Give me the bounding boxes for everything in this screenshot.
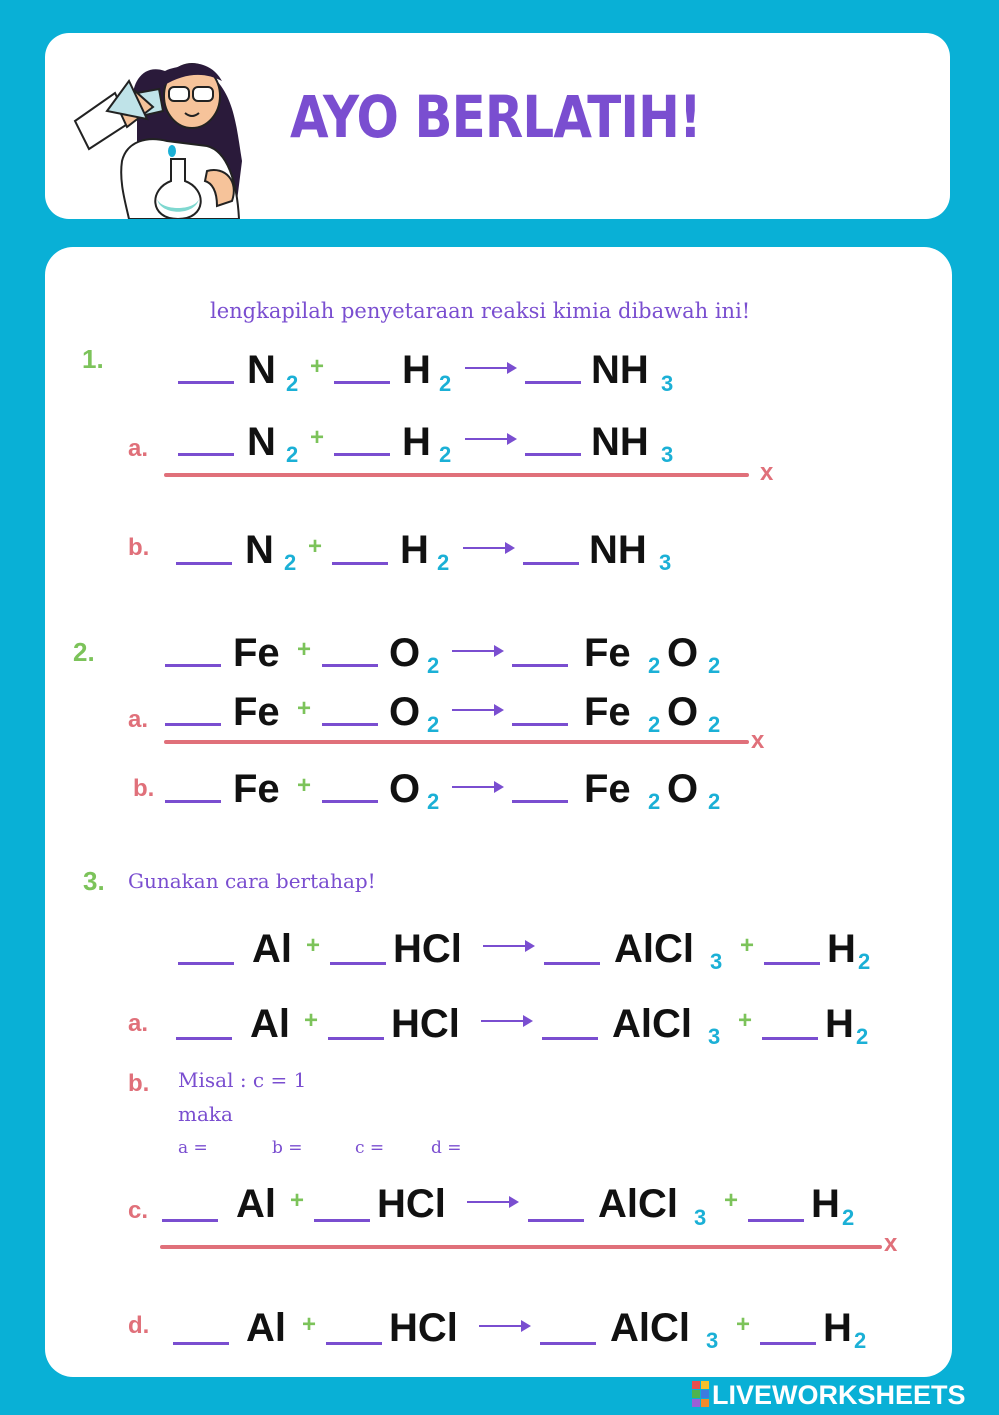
formula-o: O [389,767,421,811]
arrow-icon [483,945,533,947]
formula-alcl: AlCl [614,927,694,971]
subscript: 2 [708,653,721,678]
problem-3d-label: d. [128,1312,150,1339]
formula-h: H [827,927,856,971]
formula-h: H [811,1182,840,1226]
coefficient-blank[interactable] [334,453,390,456]
subscript: 3 [694,1205,707,1230]
coefficient-blank[interactable] [525,381,581,384]
logo-square-icon [701,1390,709,1398]
problem-2b-label: b. [133,775,155,802]
formula-o: O [667,767,699,811]
problem-1-number: 1. [82,344,104,374]
plus-sign: + [724,1187,739,1214]
formula-nh: NH [591,348,649,392]
step-assumption: Misal : c = 1 [178,1068,307,1092]
formula-fe: Fe [584,690,631,734]
plus-sign: + [308,533,323,560]
subscript: 3 [710,949,723,974]
formula-o: O [667,631,699,675]
coefficient-blank[interactable] [178,381,234,384]
subscript: 2 [437,550,450,575]
logo-square-icon [692,1381,700,1389]
subscript: 2 [427,653,440,678]
subscript: 2 [856,1024,869,1049]
arrow-icon [465,438,515,440]
coefficient-blank[interactable] [322,664,378,667]
plus-sign: + [310,424,325,451]
plus-sign: + [304,1007,319,1034]
instruction-text: lengkapilah penyetaraan reaksi kimia dibawah ini! [210,299,751,323]
coefficient-blank[interactable] [165,800,221,803]
coefficient-blank[interactable] [525,453,581,456]
formula-hcl: HCl [389,1306,458,1350]
formula-alcl: AlCl [598,1182,678,1226]
coefficient-blank[interactable] [760,1342,816,1345]
logo-square-icon [701,1399,709,1407]
formula-nh: NH [589,528,647,572]
coefficient-blank[interactable] [173,1342,229,1345]
arrow-icon [467,1201,517,1203]
coefficient-blank[interactable] [528,1219,584,1222]
formula-alcl: AlCl [612,1002,692,1046]
subscript: 2 [854,1328,867,1353]
plus-sign: + [297,772,312,799]
formula-hcl: HCl [393,927,462,971]
coefficient-blank[interactable] [322,800,378,803]
plus-sign: + [736,1311,751,1338]
coefficient-blank[interactable] [326,1342,382,1345]
plus-sign: + [738,1007,753,1034]
coefficient-blank[interactable] [178,962,234,965]
formula-n: N [245,528,274,572]
problem-3-hint: Gunakan cara bertahap! [128,869,376,893]
coefficient-blank[interactable] [314,1219,370,1222]
subscript: 2 [648,712,661,737]
formula-h: H [825,1002,854,1046]
plus-sign: + [297,695,312,722]
formula-al: Al [236,1182,276,1226]
formula-al: Al [252,927,292,971]
formula-fe: Fe [584,767,631,811]
subscript: 2 [427,789,440,814]
scientist-illustration [67,41,257,219]
problem-1b-label: b. [128,534,150,561]
coefficient-blank[interactable] [178,453,234,456]
coefficient-blank[interactable] [542,1037,598,1040]
coefficient-blank[interactable] [176,1037,232,1040]
subscript: 2 [286,442,299,467]
formula-h: H [400,528,429,572]
subscript: 2 [427,712,440,737]
coefficient-blank[interactable] [334,381,390,384]
problem-3a-label: a. [128,1010,149,1037]
subscript: 3 [706,1328,719,1353]
formula-fe: Fe [233,767,280,811]
step-then: maka [178,1102,233,1126]
plus-sign: + [310,353,325,380]
formula-al: Al [246,1306,286,1350]
var-c[interactable]: c = [355,1138,385,1158]
logo-square-icon [692,1399,700,1407]
logo-square-icon [692,1390,700,1398]
strikethrough-line [164,473,749,477]
problem-3b-label: b. [128,1070,150,1097]
coefficient-blank[interactable] [165,664,221,667]
coefficient-blank[interactable] [762,1037,818,1040]
coefficient-blank[interactable] [332,562,388,565]
page-title: AYO BERLATIH! [290,83,701,151]
formula-o: O [667,690,699,734]
plus-sign: + [740,932,755,959]
coefficient-blank[interactable] [512,800,568,803]
problem-1a-label: a. [128,435,149,462]
formula-al: Al [250,1002,290,1046]
subscript: 3 [659,550,672,575]
formula-hcl: HCl [377,1182,446,1226]
problem-2a-label: a. [128,706,149,733]
formula-fe: Fe [233,631,280,675]
logo-square-icon [701,1381,709,1389]
subscript: 2 [439,371,452,396]
strikethrough-line [164,740,749,744]
arrow-icon [465,367,515,369]
subscript: 3 [708,1024,721,1049]
arrow-icon [452,786,502,788]
coefficient-blank[interactable] [512,664,568,667]
arrow-icon [481,1020,531,1022]
arrow-icon [452,709,502,711]
coefficient-blank[interactable] [512,723,568,726]
subscript: 2 [284,550,297,575]
coefficient-blank[interactable] [330,962,386,965]
plus-sign: + [306,932,321,959]
var-b[interactable]: b = [272,1138,303,1158]
coefficient-blank[interactable] [523,562,579,565]
arrow-icon [452,650,502,652]
plus-sign: + [297,636,312,663]
strikethrough-line [160,1245,882,1249]
var-a[interactable]: a = [178,1138,208,1158]
formula-fe: Fe [233,690,280,734]
header-card [45,33,950,219]
coefficient-blank[interactable] [544,962,600,965]
problem-3-number: 3. [83,866,105,896]
subscript: 2 [648,653,661,678]
formula-alcl: AlCl [610,1306,690,1350]
brand-name: LIVEWORKSHEETS [712,1380,966,1410]
subscript: 2 [842,1205,855,1230]
wrong-mark: x [751,727,765,754]
plus-sign: + [290,1187,305,1214]
subscript: 2 [286,371,299,396]
coefficient-blank[interactable] [748,1219,804,1222]
subscript: 3 [661,371,674,396]
coefficient-blank[interactable] [764,962,820,965]
coefficient-blank[interactable] [176,562,232,565]
subscript: 2 [439,442,452,467]
subscript: 2 [708,789,721,814]
formula-o: O [389,690,421,734]
formula-n: N [247,420,276,464]
coefficient-blank[interactable] [540,1342,596,1345]
formula-n: N [247,348,276,392]
var-d[interactable]: d = [431,1138,462,1158]
arrow-icon [479,1325,529,1327]
formula-o: O [389,631,421,675]
coefficient-blank[interactable] [322,723,378,726]
formula-fe: Fe [584,631,631,675]
wrong-mark: x [760,459,774,486]
problem-3c-label: c. [128,1197,149,1224]
coefficient-blank[interactable] [328,1037,384,1040]
problem-2-number: 2. [73,637,95,667]
formula-h: H [823,1306,852,1350]
formula-nh: NH [591,420,649,464]
subscript: 3 [661,442,674,467]
plus-sign: + [302,1311,317,1338]
arrow-icon [463,547,513,549]
formula-h: H [402,420,431,464]
wrong-mark: x [884,1230,898,1257]
formula-hcl: HCl [391,1002,460,1046]
coefficient-blank[interactable] [162,1219,218,1222]
subscript: 2 [858,949,871,974]
subscript: 2 [648,789,661,814]
formula-h: H [402,348,431,392]
subscript: 2 [708,712,721,737]
coefficient-blank[interactable] [165,723,221,726]
